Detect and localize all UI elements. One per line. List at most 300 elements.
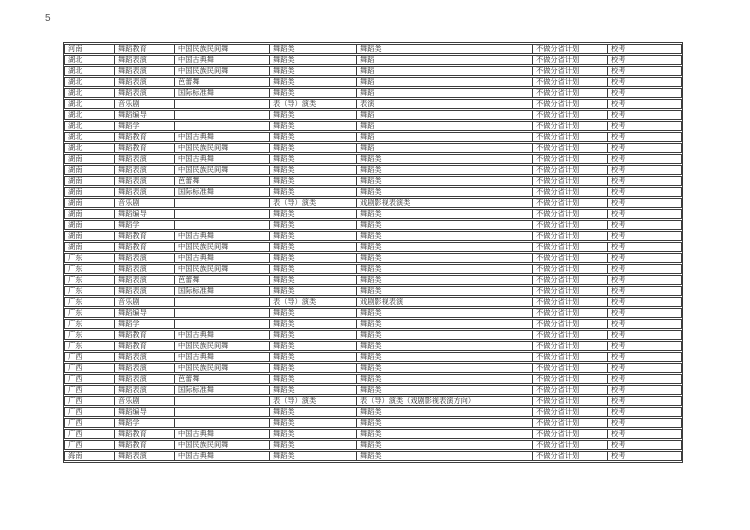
table-row: [64, 341, 682, 351]
table-row: [64, 154, 682, 164]
table-cell: 校考: [607, 143, 682, 153]
table-cell: 表（导）演类: [269, 99, 356, 109]
table-cell: 湖北: [64, 77, 114, 87]
table-cell: 校考: [607, 451, 682, 461]
table-cell: 舞蹈类: [269, 121, 356, 131]
table-cell: 湖南: [64, 165, 114, 175]
table-cell: 广东: [64, 308, 114, 318]
table-cell: 中国民族民间舞: [174, 143, 269, 153]
table-cell: 不做分省计划: [532, 253, 607, 263]
table-cell: [174, 396, 269, 406]
table-row: [64, 363, 682, 373]
table-cell: 湖北: [64, 143, 114, 153]
table-cell: 不做分省计划: [532, 451, 607, 461]
table-cell: 不做分省计划: [532, 77, 607, 87]
table-row: [64, 143, 682, 153]
table-cell: 舞蹈类: [269, 231, 356, 241]
table-cell: 舞蹈类: [269, 55, 356, 65]
table-cell: 舞蹈类: [269, 275, 356, 285]
table-cell: 校考: [607, 77, 682, 87]
table-cell: 不做分省计划: [532, 121, 607, 131]
table-row: [64, 55, 682, 65]
table-cell: 国际标准舞: [174, 385, 269, 395]
table-cell: 音乐剧: [114, 198, 174, 208]
table-cell: 中国民族民间舞: [174, 165, 269, 175]
table-cell: 舞蹈类: [356, 341, 532, 351]
table-cell: 广西: [64, 407, 114, 417]
table-cell: 不做分省计划: [532, 429, 607, 439]
table-cell: 舞蹈类: [269, 143, 356, 153]
table-cell: 舞蹈类: [269, 407, 356, 417]
table-cell: 中国民族民间舞: [174, 66, 269, 76]
table-cell: 校考: [607, 275, 682, 285]
table-cell: 舞蹈类: [356, 264, 532, 274]
table-cell: [174, 407, 269, 417]
table-cell: 校考: [607, 407, 682, 417]
table-cell: 舞蹈类: [269, 286, 356, 296]
table-cell: 校考: [607, 264, 682, 274]
table-cell: 不做分省计划: [532, 165, 607, 175]
table-cell: 广西: [64, 429, 114, 439]
table-cell: 舞蹈类: [356, 407, 532, 417]
table-cell: 舞蹈类: [269, 352, 356, 362]
table-cell: 舞蹈表演: [114, 286, 174, 296]
table-cell: 不做分省计划: [532, 132, 607, 142]
table-cell: 舞蹈类: [269, 385, 356, 395]
table-cell: 舞蹈类: [356, 220, 532, 230]
table-row: [64, 165, 682, 175]
table-cell: 舞蹈类: [269, 319, 356, 329]
table-cell: 不做分省计划: [532, 308, 607, 318]
table-cell: 广东: [64, 297, 114, 307]
table-cell: 舞蹈表演: [114, 154, 174, 164]
table-cell: 不做分省计划: [532, 88, 607, 98]
table-cell: 舞蹈类: [356, 187, 532, 197]
table-cell: 舞蹈: [356, 88, 532, 98]
table-cell: 舞蹈类: [356, 440, 532, 450]
table-cell: 湖南: [64, 242, 114, 252]
table-cell: 表（导）演类: [269, 396, 356, 406]
table-cell: 舞蹈类: [356, 330, 532, 340]
table-cell: 舞蹈类: [269, 451, 356, 461]
table-cell: 舞蹈表演: [114, 77, 174, 87]
table-cell: 校考: [607, 297, 682, 307]
table-cell: 舞蹈表演: [114, 176, 174, 186]
table-cell: 舞蹈类: [356, 308, 532, 318]
table-cell: 舞蹈类: [269, 242, 356, 252]
table-cell: 中国古典舞: [174, 429, 269, 439]
table-cell: 舞蹈教育: [114, 242, 174, 252]
table-cell: 舞蹈编导: [114, 308, 174, 318]
table-cell: 不做分省计划: [532, 209, 607, 219]
table-cell: 校考: [607, 308, 682, 318]
table-row: [64, 396, 682, 406]
table-row: [64, 451, 682, 461]
table-cell: 舞蹈表演: [114, 352, 174, 362]
table-cell: 湖北: [64, 110, 114, 120]
table-cell: 校考: [607, 385, 682, 395]
table-row: [64, 187, 682, 197]
table-row: [64, 132, 682, 142]
table-row: [64, 88, 682, 98]
table-cell: 校考: [607, 66, 682, 76]
table-cell: 广西: [64, 396, 114, 406]
table-cell: 舞蹈类: [269, 176, 356, 186]
table-cell: 海南: [64, 451, 114, 461]
table-cell: 中国民族民间舞: [174, 44, 269, 54]
table-cell: 舞蹈学: [114, 418, 174, 428]
table-cell: 舞蹈表演: [114, 385, 174, 395]
table-row: [64, 429, 682, 439]
table-cell: 校考: [607, 330, 682, 340]
table-cell: 舞蹈表演: [114, 264, 174, 274]
table-cell: 舞蹈类: [269, 66, 356, 76]
table-cell: 中国古典舞: [174, 154, 269, 164]
table-cell: 广东: [64, 253, 114, 263]
table-cell: 国际标准舞: [174, 286, 269, 296]
table-cell: 舞蹈表演: [114, 275, 174, 285]
table-cell: 不做分省计划: [532, 44, 607, 54]
table-cell: 舞蹈学: [114, 220, 174, 230]
table-row: [64, 242, 682, 252]
table-cell: 舞蹈类: [356, 319, 532, 329]
table-cell: 舞蹈类: [356, 154, 532, 164]
table-row: [64, 308, 682, 318]
table-cell: 湖北: [64, 55, 114, 65]
table-row: [64, 99, 682, 109]
table-cell: 广西: [64, 440, 114, 450]
table-cell: 舞蹈学: [114, 319, 174, 329]
table-cell: 湖南: [64, 231, 114, 241]
table-cell: [174, 297, 269, 307]
table-cell: 不做分省计划: [532, 352, 607, 362]
table-cell: 中国民族民间舞: [174, 242, 269, 252]
table-cell: 舞蹈类: [269, 308, 356, 318]
table-cell: 校考: [607, 209, 682, 219]
table-cell: [174, 198, 269, 208]
table-row: [64, 253, 682, 263]
table-cell: 不做分省计划: [532, 396, 607, 406]
table-cell: 不做分省计划: [532, 297, 607, 307]
table-cell: 舞蹈类: [269, 187, 356, 197]
table-row: [64, 275, 682, 285]
table-cell: 校考: [607, 176, 682, 186]
table-cell: 舞蹈表演: [114, 165, 174, 175]
table-cell: 中国民族民间舞: [174, 440, 269, 450]
table-cell: 不做分省计划: [532, 330, 607, 340]
table-cell: 舞蹈类: [269, 264, 356, 274]
table-cell: 舞蹈表演: [114, 363, 174, 373]
table-cell: 舞蹈类: [356, 352, 532, 362]
table-cell: 校考: [607, 286, 682, 296]
table-cell: 校考: [607, 341, 682, 351]
table-cell: 舞蹈类: [356, 363, 532, 373]
table-row: [64, 264, 682, 274]
table-cell: 芭蕾舞: [174, 275, 269, 285]
table-row: [64, 440, 682, 450]
table-cell: 湖南: [64, 176, 114, 186]
table-cell: 舞蹈教育: [114, 440, 174, 450]
table-cell: 舞蹈类: [269, 253, 356, 263]
table-cell: 舞蹈类: [269, 132, 356, 142]
table-cell: 湖北: [64, 66, 114, 76]
table-cell: 广西: [64, 418, 114, 428]
table-cell: 舞蹈类: [356, 176, 532, 186]
table-cell: 舞蹈教育: [114, 429, 174, 439]
table-cell: 河南: [64, 44, 114, 54]
table-cell: 广西: [64, 352, 114, 362]
admissions-table: [63, 42, 683, 463]
table-cell: 戏剧影视表演类: [356, 198, 532, 208]
table-cell: 国际标准舞: [174, 88, 269, 98]
table-cell: [174, 209, 269, 219]
table-cell: 芭蕾舞: [174, 77, 269, 87]
table-cell: 校考: [607, 165, 682, 175]
table-row: [64, 44, 682, 54]
table-row: [64, 209, 682, 219]
table-cell: 音乐剧: [114, 297, 174, 307]
table-cell: 校考: [607, 396, 682, 406]
table-row: [64, 385, 682, 395]
table-cell: 校考: [607, 99, 682, 109]
table-cell: 不做分省计划: [532, 275, 607, 285]
table-cell: 舞蹈: [356, 55, 532, 65]
table-cell: 中国古典舞: [174, 330, 269, 340]
table-cell: 舞蹈类: [356, 253, 532, 263]
table-cell: 中国民族民间舞: [174, 341, 269, 351]
table-row: [64, 418, 682, 428]
table-cell: [174, 418, 269, 428]
table-cell: 不做分省计划: [532, 385, 607, 395]
table-cell: 校考: [607, 110, 682, 120]
table-row: [64, 374, 682, 384]
table-cell: 中国古典舞: [174, 55, 269, 65]
table-cell: 不做分省计划: [532, 440, 607, 450]
table-cell: 舞蹈: [356, 121, 532, 131]
table-cell: 戏剧影视表演: [356, 297, 532, 307]
table-cell: 校考: [607, 198, 682, 208]
table-cell: 舞蹈类: [269, 440, 356, 450]
table-cell: 舞蹈教育: [114, 44, 174, 54]
table-cell: 舞蹈类: [269, 44, 356, 54]
table-cell: 舞蹈: [356, 110, 532, 120]
table-cell: 校考: [607, 88, 682, 98]
table-cell: 不做分省计划: [532, 154, 607, 164]
table-cell: 不做分省计划: [532, 374, 607, 384]
table-cell: 校考: [607, 220, 682, 230]
table-cell: [174, 99, 269, 109]
table-cell: 校考: [607, 187, 682, 197]
table-cell: 广东: [64, 275, 114, 285]
table-cell: 湖北: [64, 132, 114, 142]
table-cell: 舞蹈类: [269, 154, 356, 164]
table-cell: 不做分省计划: [532, 242, 607, 252]
table-cell: 舞蹈类: [269, 165, 356, 175]
table-cell: 舞蹈类: [356, 451, 532, 461]
table-row: [64, 110, 682, 120]
table-cell: 校考: [607, 418, 682, 428]
table-cell: 舞蹈表演: [114, 66, 174, 76]
table-cell: 广西: [64, 363, 114, 373]
table-cell: 中国古典舞: [174, 253, 269, 263]
table-cell: 舞蹈类: [356, 44, 532, 54]
table-cell: 不做分省计划: [532, 66, 607, 76]
table-cell: 湖北: [64, 121, 114, 131]
table-cell: 音乐剧: [114, 396, 174, 406]
table-cell: 舞蹈类: [356, 209, 532, 219]
table-row: [64, 286, 682, 296]
table-cell: 舞蹈表演: [114, 451, 174, 461]
table-cell: 表演: [356, 99, 532, 109]
table-cell: [174, 121, 269, 131]
table-cell: 中国民族民间舞: [174, 264, 269, 274]
table-cell: 舞蹈类: [356, 286, 532, 296]
table-cell: 舞蹈编导: [114, 407, 174, 417]
table-cell: 舞蹈类: [356, 429, 532, 439]
table-cell: 不做分省计划: [532, 220, 607, 230]
table-row: [64, 352, 682, 362]
table-cell: 舞蹈类: [356, 374, 532, 384]
table-cell: 校考: [607, 132, 682, 142]
table-cell: 舞蹈类: [269, 374, 356, 384]
table-cell: 校考: [607, 352, 682, 362]
table-cell: 不做分省计划: [532, 176, 607, 186]
table-cell: 国际标准舞: [174, 187, 269, 197]
table-cell: 表（导）演类: [269, 297, 356, 307]
table-cell: 湖南: [64, 209, 114, 219]
table-cell: 舞蹈类: [269, 77, 356, 87]
table-cell: 广东: [64, 330, 114, 340]
table-row: [64, 66, 682, 76]
table-cell: 不做分省计划: [532, 319, 607, 329]
table-cell: 广东: [64, 264, 114, 274]
table-cell: 舞蹈: [356, 77, 532, 87]
table-cell: 舞蹈表演: [114, 374, 174, 384]
table-cell: 广东: [64, 341, 114, 351]
table-cell: 舞蹈: [356, 66, 532, 76]
table-cell: 舞蹈类: [356, 385, 532, 395]
table-cell: 中国古典舞: [174, 132, 269, 142]
table-cell: 中国古典舞: [174, 352, 269, 362]
table-cell: 舞蹈教育: [114, 143, 174, 153]
table-cell: 湖南: [64, 187, 114, 197]
table-cell: 湖北: [64, 88, 114, 98]
table-cell: 校考: [607, 363, 682, 373]
table-cell: 湖北: [64, 99, 114, 109]
table-cell: 不做分省计划: [532, 264, 607, 274]
table-cell: 舞蹈类: [269, 220, 356, 230]
table-cell: 舞蹈教育: [114, 231, 174, 241]
table-cell: 舞蹈类: [269, 363, 356, 373]
table-cell: 舞蹈教育: [114, 330, 174, 340]
table-cell: 中国古典舞: [174, 451, 269, 461]
table-cell: 舞蹈类: [356, 275, 532, 285]
table-cell: 舞蹈: [356, 132, 532, 142]
table-cell: 校考: [607, 44, 682, 54]
table-cell: 舞蹈表演: [114, 187, 174, 197]
table-cell: 不做分省计划: [532, 143, 607, 153]
table-cell: 校考: [607, 319, 682, 329]
table-cell: 芭蕾舞: [174, 176, 269, 186]
page-number: 5: [45, 13, 51, 24]
table-cell: 舞蹈教育: [114, 341, 174, 351]
table-cell: 湖南: [64, 198, 114, 208]
table-cell: 校考: [607, 231, 682, 241]
table-cell: 校考: [607, 440, 682, 450]
table-cell: 广西: [64, 385, 114, 395]
table-cell: 舞蹈教育: [114, 132, 174, 142]
table-cell: 舞蹈类: [356, 165, 532, 175]
table-cell: 不做分省计划: [532, 55, 607, 65]
table-cell: 校考: [607, 154, 682, 164]
table-cell: 校考: [607, 121, 682, 131]
table-cell: 中国民族民间舞: [174, 363, 269, 373]
table-cell: 音乐剧: [114, 99, 174, 109]
table-row: [64, 407, 682, 417]
table-body: [64, 44, 682, 461]
table-row: [64, 77, 682, 87]
table-cell: 校考: [607, 253, 682, 263]
table-cell: 广西: [64, 374, 114, 384]
table-cell: 湖南: [64, 154, 114, 164]
table-cell: [174, 319, 269, 329]
table-cell: 舞蹈: [356, 143, 532, 153]
table-cell: 舞蹈编导: [114, 209, 174, 219]
table-cell: [174, 110, 269, 120]
table-cell: 舞蹈类: [269, 88, 356, 98]
table-row: [64, 297, 682, 307]
table-cell: [174, 308, 269, 318]
table-row: [64, 330, 682, 340]
table-cell: 不做分省计划: [532, 363, 607, 373]
table-cell: 不做分省计划: [532, 187, 607, 197]
table-cell: 舞蹈类: [356, 418, 532, 428]
table-cell: 不做分省计划: [532, 407, 607, 417]
table-cell: 不做分省计划: [532, 341, 607, 351]
table-cell: 不做分省计划: [532, 231, 607, 241]
table-cell: 舞蹈类: [356, 231, 532, 241]
table-cell: 不做分省计划: [532, 198, 607, 208]
table-cell: 湖南: [64, 220, 114, 230]
table-row: [64, 121, 682, 131]
table-cell: 不做分省计划: [532, 286, 607, 296]
table-cell: 舞蹈类: [269, 209, 356, 219]
table-cell: 舞蹈类: [269, 330, 356, 340]
table-cell: 舞蹈类: [269, 341, 356, 351]
table-cell: 不做分省计划: [532, 418, 607, 428]
table-row: [64, 176, 682, 186]
table-cell: 校考: [607, 429, 682, 439]
table-row: [64, 319, 682, 329]
table-cell: 广东: [64, 319, 114, 329]
table-cell: 表（导）演类（戏剧影视表演方向）: [356, 396, 532, 406]
table-cell: 舞蹈表演: [114, 253, 174, 263]
table-cell: 校考: [607, 242, 682, 252]
table-cell: 舞蹈表演: [114, 88, 174, 98]
table-cell: 中国古典舞: [174, 231, 269, 241]
table-row: [64, 231, 682, 241]
table-cell: 广东: [64, 286, 114, 296]
table-cell: 不做分省计划: [532, 99, 607, 109]
table-cell: [174, 220, 269, 230]
table-row: [64, 198, 682, 208]
table-cell: 舞蹈学: [114, 121, 174, 131]
table-row: [64, 220, 682, 230]
table-cell: 不做分省计划: [532, 110, 607, 120]
table-cell: 校考: [607, 55, 682, 65]
table-cell: 芭蕾舞: [174, 374, 269, 384]
table-cell: 舞蹈编导: [114, 110, 174, 120]
